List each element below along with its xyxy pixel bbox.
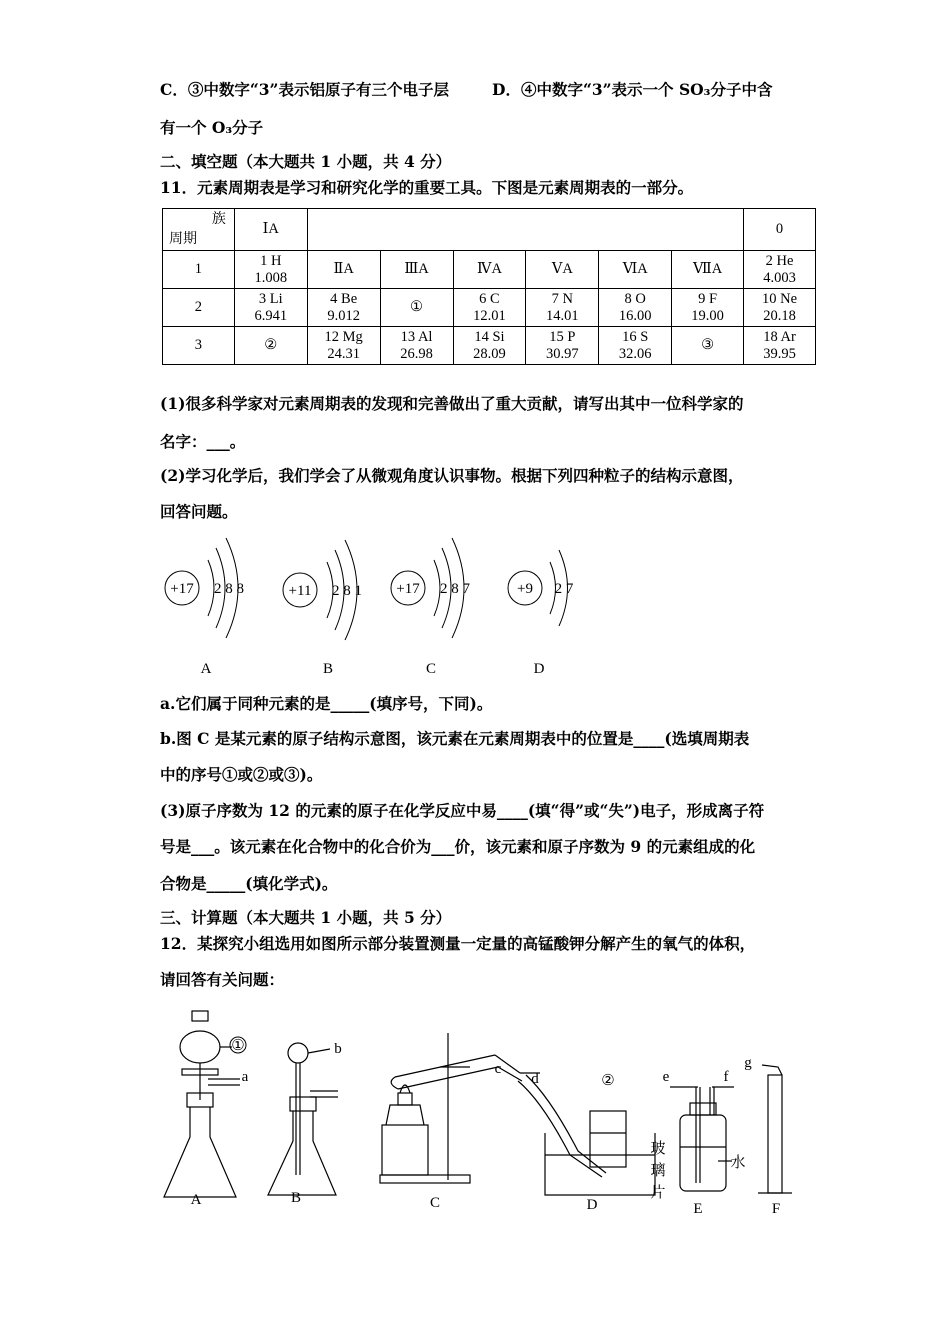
mark-c: c: [494, 1061, 502, 1077]
section-3-heading: 三、计算题（本大题共 1 小题，共 5 分）: [160, 908, 452, 927]
question-11-stem: 11．元素周期表是学习和研究化学的重要工具。下图是元素周期表的一部分。: [160, 178, 694, 197]
section-2-heading: 二、填空题（本大题共 1 小题，共 4 分）: [160, 152, 452, 171]
q11-part3-line2: 号是___。该元素在化合物中的化合价为___价，该元素和原子序数为 9 的元素组成的化: [160, 837, 756, 856]
apparatus-e-label: E: [693, 1201, 703, 1217]
group-header-6a: ⅥA: [599, 251, 672, 289]
particle-c-shells: 2 8 7: [440, 581, 470, 597]
q11-part-a: a.它们属于同种元素的是_____(填序号，下同)。: [160, 694, 493, 713]
group-header-3a: ⅢA: [380, 251, 453, 289]
group-header-1a: ⅠA: [234, 209, 307, 251]
cell-o: 8 O 16.00: [599, 289, 672, 327]
question-12-stem-line1: 12．某探究小组选用如图所示部分装置测量一定量的高锰酸钾分解产生的氧气的体积，: [160, 934, 756, 953]
q11-part2-line1: (2)学习化学后，我们学会了从微观角度认识事物。根据下列四种粒子的结构示意图，: [160, 466, 744, 485]
particle-b-nucleus: +11: [288, 583, 312, 599]
particle-d-shells: 2 7: [554, 581, 574, 597]
mark-glass-3: 片: [650, 1185, 666, 1201]
cell-c: 6 C 12.01: [453, 289, 526, 327]
cell-f: 9 F 19.00: [672, 289, 744, 327]
cell-mg: 12 Mg 24.31: [307, 327, 380, 365]
period-1: 1: [163, 251, 235, 289]
mark-f: f: [723, 1069, 729, 1085]
cell-ar: 18 Ar 39.95: [744, 327, 816, 365]
particle-d-nucleus: +9: [517, 581, 533, 597]
cell-be: 4 Be 9.012: [307, 289, 380, 327]
option-d-continued: 有一个 O₃分子: [160, 118, 264, 137]
cell-al: 13 Al 26.98: [380, 327, 453, 365]
period-3: 3: [163, 327, 235, 365]
apparatus-d-label: D: [586, 1197, 598, 1213]
mark-d: d: [531, 1071, 539, 1087]
q11-part1-line2: 名字：___。: [160, 432, 246, 451]
particle-d-label: D: [533, 661, 545, 677]
particle-c-nucleus: +17: [396, 581, 420, 597]
particle-a-shells: 2 8 8: [214, 581, 244, 597]
particle-b-label: B: [322, 661, 334, 677]
lab-apparatus-diagram: [150, 1005, 810, 1220]
group-header-blank: [307, 209, 743, 251]
mark-glass-2: 璃: [650, 1163, 666, 1179]
group-header-0: 0: [744, 209, 816, 251]
cell-ne: 10 Ne 20.18: [744, 289, 816, 327]
q11-part2-line2: 回答问题。: [160, 502, 238, 521]
corner-group-label: 族: [211, 212, 226, 227]
atom-structure-diagrams: [150, 530, 610, 690]
q11-part3-line1: (3)原子序数为 12 的元素的原子在化学反应中易____(填“得”或“失”)电子，形成离子符: [160, 801, 765, 820]
mark-water: 水: [730, 1155, 746, 1171]
q11-part3-line3: 合物是_____(填化学式)。: [160, 874, 338, 893]
mark-circle-1: ①: [231, 1038, 245, 1054]
mark-e: e: [662, 1069, 670, 1085]
q11-part-b-line1: b.图 C 是某元素的原子结构示意图，该元素在元素周期表中的位置是____(选填周期表: [160, 729, 750, 748]
apparatus-a-label: A: [190, 1192, 202, 1208]
cell-p: 15 P 30.97: [526, 327, 599, 365]
corner-period-label: 周期: [169, 232, 197, 247]
cell-mark-3: ③: [672, 327, 744, 365]
apparatus-b-label: B: [290, 1190, 302, 1206]
mark-g: g: [744, 1055, 752, 1071]
cell-mark-1: ①: [380, 289, 453, 327]
mark-glass-1: 玻: [650, 1141, 666, 1157]
period-2: 2: [163, 289, 235, 327]
cell-mark-2: ②: [234, 327, 307, 365]
q11-part-b-line2: 中的序号①或②或③)。: [160, 765, 323, 784]
mark-a: a: [241, 1069, 249, 1085]
group-header-5a: ⅤA: [526, 251, 599, 289]
apparatus-c-label: C: [429, 1195, 441, 1211]
particle-c-label: C: [425, 661, 437, 677]
apparatus-f-label: F: [771, 1201, 781, 1217]
option-d: D．④中数字“3”表示一个 SO₃分子中含: [492, 80, 773, 99]
particle-b-shells: 2 8 1: [332, 583, 362, 599]
option-c: C．③中数字“3”表示铝原子有三个电子层: [160, 80, 449, 99]
cell-li: 3 Li 6.941: [234, 289, 307, 327]
particle-a-label: A: [200, 661, 212, 677]
question-12-stem-line2: 请回答有关问题：: [160, 970, 285, 989]
group-header-2a: ⅡA: [307, 251, 380, 289]
cell-s: 16 S 32.06: [599, 327, 672, 365]
cell-h: 1 H 1.008: [234, 251, 307, 289]
particle-a-nucleus: +17: [170, 581, 194, 597]
group-header-4a: ⅣA: [453, 251, 526, 289]
cell-n: 7 N 14.01: [526, 289, 599, 327]
table-corner: [163, 209, 235, 251]
q11-part1-line1: (1)很多科学家对元素周期表的发现和完善做出了重大贡献，请写出其中一位科学家的: [160, 394, 744, 413]
group-header-7a: ⅦA: [672, 251, 744, 289]
mark-circle-2: ②: [601, 1073, 615, 1089]
cell-si: 14 Si 28.09: [453, 327, 526, 365]
mark-b: b: [334, 1041, 342, 1057]
cell-he: 2 He 4.003: [744, 251, 816, 289]
periodic-table: [162, 208, 816, 365]
